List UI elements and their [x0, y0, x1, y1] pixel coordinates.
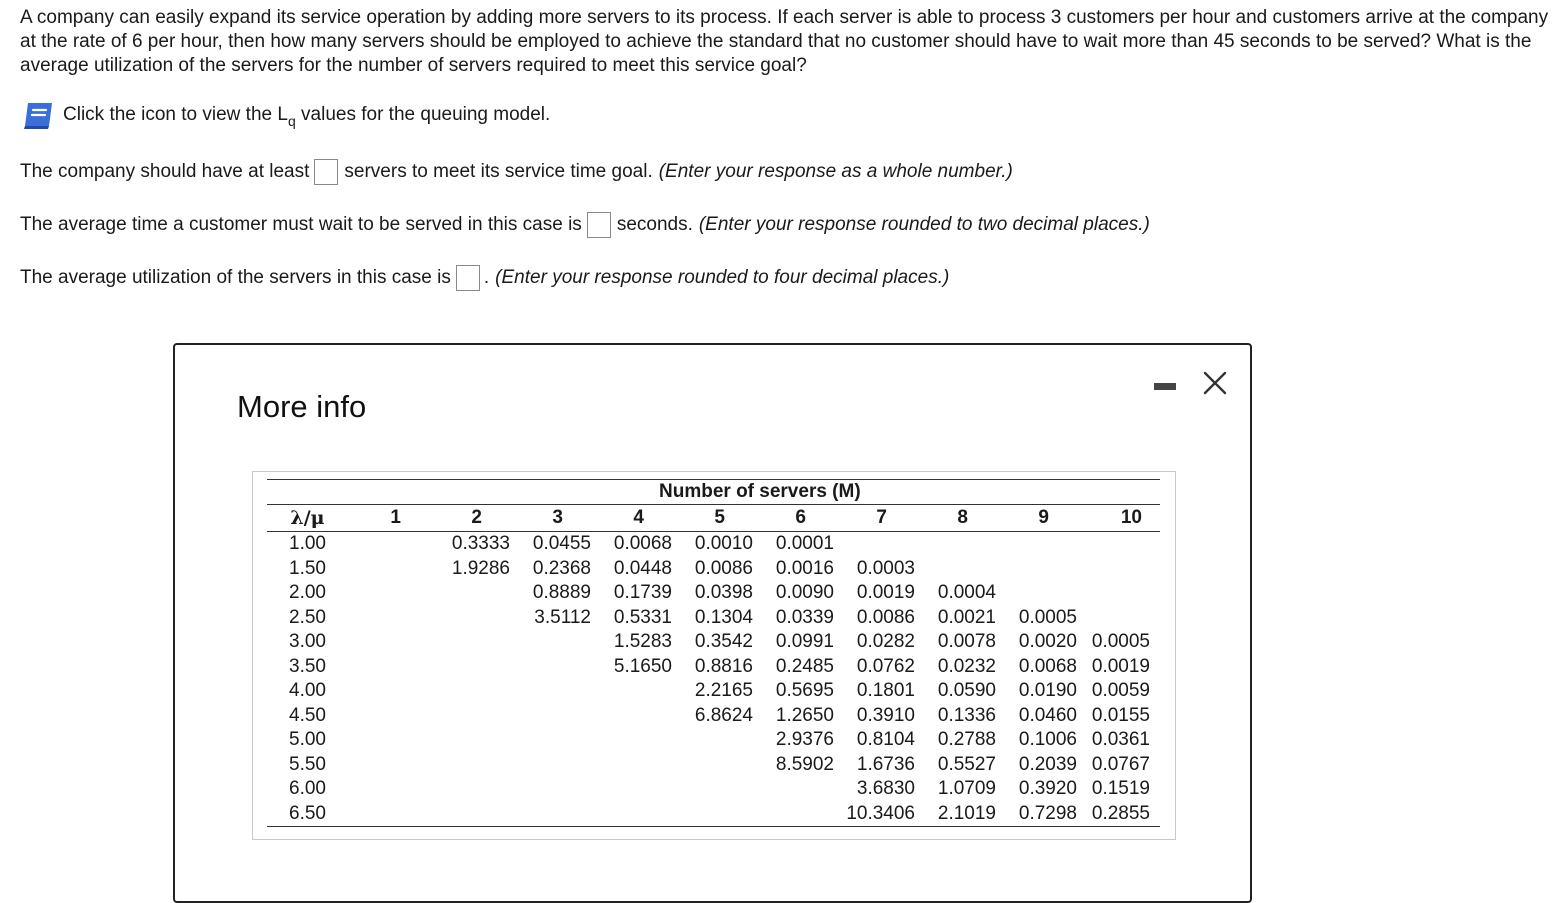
info-text-prefix: Click the icon to view the L [63, 104, 288, 125]
lq-value-cell: 0.0019 [1091, 655, 1150, 677]
lq-value-cell: 0.0991 [775, 631, 834, 653]
lq-value-cell: 0.0090 [775, 582, 834, 604]
lq-value-cell: 0.3910 [856, 704, 915, 726]
lq-value-cell [753, 802, 834, 827]
lq-value-cell: 1.2650 [775, 704, 834, 726]
lq-value-cell: 0.0448 [613, 557, 672, 579]
answer-wait-after: seconds. [616, 214, 693, 235]
utilization-input[interactable] [456, 265, 480, 291]
servers-input[interactable] [314, 159, 338, 185]
lq-value-cell: 0.8889 [532, 582, 591, 604]
lq-value-cell [591, 753, 672, 778]
lq-value-cell: 0.0190 [1018, 680, 1077, 702]
lq-value-cell [348, 557, 429, 582]
table-row [267, 728, 1160, 753]
lq-value-cell [429, 606, 510, 631]
lq-value-cell [429, 753, 510, 778]
servers-column-header: 7 [834, 505, 915, 532]
answer-servers-before: The company should have at least [20, 161, 310, 182]
lq-value-cell [591, 679, 672, 704]
lq-value-cell [429, 802, 510, 827]
servers-column-header: 2 [429, 505, 510, 532]
lq-value-cell [429, 704, 510, 729]
answer-utilization-after: . [483, 267, 490, 288]
lq-value-cell: 5.1650 [613, 655, 672, 677]
table-row [267, 532, 1160, 557]
table-row [267, 655, 1160, 680]
lq-value-cell: 0.0460 [1018, 704, 1077, 726]
minimize-icon[interactable] [1154, 383, 1176, 390]
answer-utilization-before: The average utilization of the servers in this case is [20, 267, 451, 288]
answer-utilization-hint: (Enter your response rounded to four decimal places.) [495, 267, 950, 288]
servers-column-header: 10 [1077, 505, 1160, 532]
lq-value-cell: 3.5112 [534, 606, 591, 628]
question-text: A company can easily expand its service operation by adding more servers to its process. If each server is able to process 3 customers per hour and customers arrive at the company at the rate of 6 per hour, then how many servers should be employed to achieve the standard that no customer should have to wait more than 45 seconds to be served? What is the average utilization of the servers for the number of servers required to meet this service goal? [20, 7, 1549, 76]
lq-value-cell: 0.0020 [1018, 631, 1077, 653]
table-row [267, 581, 1160, 606]
lq-value-cell: 0.1519 [1091, 778, 1150, 800]
answer-wait-before: The average time a customer must wait to be served in this case is [20, 214, 582, 235]
lq-value-cell [510, 630, 591, 655]
lq-value-cell [1077, 557, 1160, 582]
lq-value-cell: 0.0078 [937, 631, 996, 653]
lq-value-cell: 2.9376 [775, 729, 834, 751]
lq-value-cell [429, 630, 510, 655]
table-row [267, 557, 1160, 582]
lq-value-cell: 0.0086 [856, 606, 915, 628]
lq-value-cell: 0.0068 [613, 533, 672, 555]
answer-wait-line [20, 210, 1150, 240]
lq-table-frame [252, 471, 1176, 840]
ratio-cell: 5.50 [289, 753, 326, 775]
lq-value-cell: 0.0003 [856, 557, 915, 579]
lq-value-cell [510, 777, 591, 802]
book-icon[interactable] [22, 100, 56, 130]
lq-value-cell [510, 728, 591, 753]
lq-value-cell: 0.0010 [694, 533, 753, 555]
lq-value-cell: 0.0001 [775, 533, 834, 555]
lq-value-cell [348, 704, 429, 729]
lq-value-cell: 0.0016 [775, 557, 834, 579]
lq-value-cell [429, 679, 510, 704]
lq-value-cell: 1.9286 [451, 557, 510, 579]
lq-value-cell [348, 777, 429, 802]
table-row [267, 802, 1160, 827]
lq-value-cell: 0.8104 [856, 729, 915, 751]
ratio-cell: 1.00 [289, 533, 326, 555]
answer-servers-line [20, 157, 1013, 187]
servers-column-header: 9 [996, 505, 1077, 532]
lq-value-cell: 0.0068 [1018, 655, 1077, 677]
lq-value-cell: 0.0059 [1091, 680, 1150, 702]
ratio-cell: 1.50 [289, 557, 326, 579]
lq-info-link[interactable] [22, 100, 550, 130]
info-text-suffix: values for the queuing model. [295, 104, 551, 125]
lq-value-cell [591, 777, 672, 802]
lq-value-cell: 0.5527 [937, 753, 996, 775]
lq-value-cell: 0.0005 [1091, 631, 1150, 653]
lq-value-cell: 0.3542 [694, 631, 753, 653]
lq-value-cell: 0.0155 [1091, 704, 1150, 726]
lq-value-cell: 0.2485 [775, 655, 834, 677]
lq-value-cell [996, 581, 1077, 606]
lq-value-cell: 0.3920 [1018, 778, 1077, 800]
lq-value-cell [915, 532, 996, 557]
table-row [267, 704, 1160, 729]
lq-value-cell: 0.8816 [694, 655, 753, 677]
servers-column-header: 3 [510, 505, 591, 532]
lq-value-cell [510, 655, 591, 680]
lq-value-cell: 0.0361 [1091, 729, 1150, 751]
table-row [267, 606, 1160, 631]
answer-utilization-line [20, 263, 949, 293]
lq-value-cell [510, 704, 591, 729]
lq-value-cell [591, 704, 672, 729]
table-row [267, 679, 1160, 704]
lq-value-cell: 0.1006 [1018, 729, 1077, 751]
servers-column-header: 4 [591, 505, 672, 532]
lq-values-table [267, 479, 1160, 827]
servers-column-header: 1 [348, 505, 429, 532]
lq-value-cell [348, 532, 429, 557]
lq-value-cell: 0.0004 [937, 582, 996, 604]
lq-value-cell [591, 728, 672, 753]
lq-value-cell: 0.0762 [856, 655, 915, 677]
table-row [267, 753, 1160, 778]
lq-value-cell: 0.2368 [532, 557, 591, 579]
ratio-cell: 3.50 [289, 655, 326, 677]
lq-value-cell [996, 557, 1077, 582]
lq-value-cell: 0.0232 [937, 655, 996, 677]
lq-value-cell [510, 679, 591, 704]
lq-value-cell: 0.0021 [937, 606, 996, 628]
lq-value-cell [348, 630, 429, 655]
dialog-title: More info [237, 389, 367, 424]
lq-value-cell [510, 802, 591, 827]
lq-value-cell: 2.1019 [915, 802, 996, 827]
lq-value-cell [429, 777, 510, 802]
lq-value-cell: 0.5331 [613, 606, 672, 628]
lq-value-cell [591, 802, 672, 827]
ratio-cell: 2.50 [289, 606, 326, 628]
servers-group-header: Number of servers (M) [429, 480, 1160, 505]
table-row [267, 777, 1160, 802]
ratio-cell: 6.00 [289, 778, 326, 800]
answer-wait-hint: (Enter your response rounded to two decimal places.) [698, 214, 1150, 235]
lq-value-cell: 0.1801 [856, 680, 915, 702]
lq-value-cell [429, 655, 510, 680]
lq-value-cell: 0.0339 [775, 606, 834, 628]
ratio-cell: 4.50 [289, 704, 326, 726]
lq-value-cell: 0.2855 [1077, 802, 1160, 827]
lq-value-cell: 10.3406 [834, 802, 915, 827]
lq-value-cell [348, 753, 429, 778]
lq-value-cell: 0.0767 [1091, 753, 1150, 775]
lq-value-cell: 0.2039 [1018, 753, 1077, 775]
lq-value-cell [915, 557, 996, 582]
lq-value-cell [1077, 581, 1160, 606]
more-info-dialog [173, 343, 1252, 903]
lq-value-cell [672, 802, 753, 827]
lq-value-cell [348, 581, 429, 606]
lq-value-cell: 1.0709 [937, 778, 996, 800]
lq-value-cell: 0.1739 [613, 582, 672, 604]
table-row [267, 630, 1160, 655]
lq-value-cell: 0.1304 [694, 606, 753, 628]
servers-column-header: 8 [915, 505, 996, 532]
lq-value-cell [348, 679, 429, 704]
lq-value-cell: 0.7298 [996, 802, 1077, 827]
lq-value-cell [429, 581, 510, 606]
lq-value-cell [996, 532, 1077, 557]
lq-value-cell: 1.6736 [856, 753, 915, 775]
lq-value-cell: 0.0282 [856, 631, 915, 653]
ratio-cell: 6.50 [267, 802, 348, 827]
lq-value-cell: 2.2165 [694, 680, 753, 702]
lq-value-cell [348, 655, 429, 680]
lq-value-cell: 8.5902 [775, 753, 834, 775]
lq-value-cell: 0.0590 [937, 680, 996, 702]
lq-value-cell: 0.2788 [937, 729, 996, 751]
lq-value-cell: 0.3333 [451, 533, 510, 555]
close-icon[interactable] [1202, 370, 1228, 396]
wait-time-input[interactable] [587, 212, 611, 238]
lq-value-cell [672, 753, 753, 778]
lq-value-cell [834, 532, 915, 557]
info-text-subscript: q [287, 113, 296, 129]
lq-value-cell [672, 728, 753, 753]
lq-value-cell: 0.0019 [856, 582, 915, 604]
lq-value-cell [510, 753, 591, 778]
lq-value-cell [429, 728, 510, 753]
ratio-cell: 3.00 [289, 631, 326, 653]
lq-value-cell: 0.5695 [775, 680, 834, 702]
lq-value-cell [672, 777, 753, 802]
lq-value-cell [1077, 532, 1160, 557]
lq-value-cell: 1.5283 [613, 631, 672, 653]
ratio-cell: 4.00 [289, 680, 326, 702]
lq-value-cell: 0.0398 [694, 582, 753, 604]
ratio-cell: 5.00 [289, 729, 326, 751]
lq-value-cell: 0.0455 [532, 533, 591, 555]
servers-column-header: 6 [753, 505, 834, 532]
lq-value-cell: 0.1336 [937, 704, 996, 726]
servers-column-header: 5 [672, 505, 753, 532]
lq-value-cell [348, 728, 429, 753]
lq-value-cell [753, 777, 834, 802]
lq-value-cell [348, 606, 429, 631]
lq-value-cell: 6.8624 [694, 704, 753, 726]
lq-value-cell: 0.0005 [1018, 606, 1077, 628]
ratio-cell: 2.00 [289, 582, 326, 604]
lq-value-cell [348, 802, 429, 827]
answer-servers-hint: (Enter your response as a whole number.) [658, 161, 1013, 182]
lq-value-cell: 3.6830 [856, 778, 915, 800]
answer-servers-after: servers to meet its service time goal. [344, 161, 653, 182]
lq-value-cell [1077, 606, 1160, 631]
ratio-column-header: λ/μ [267, 505, 348, 532]
lq-value-cell: 0.0086 [694, 557, 753, 579]
